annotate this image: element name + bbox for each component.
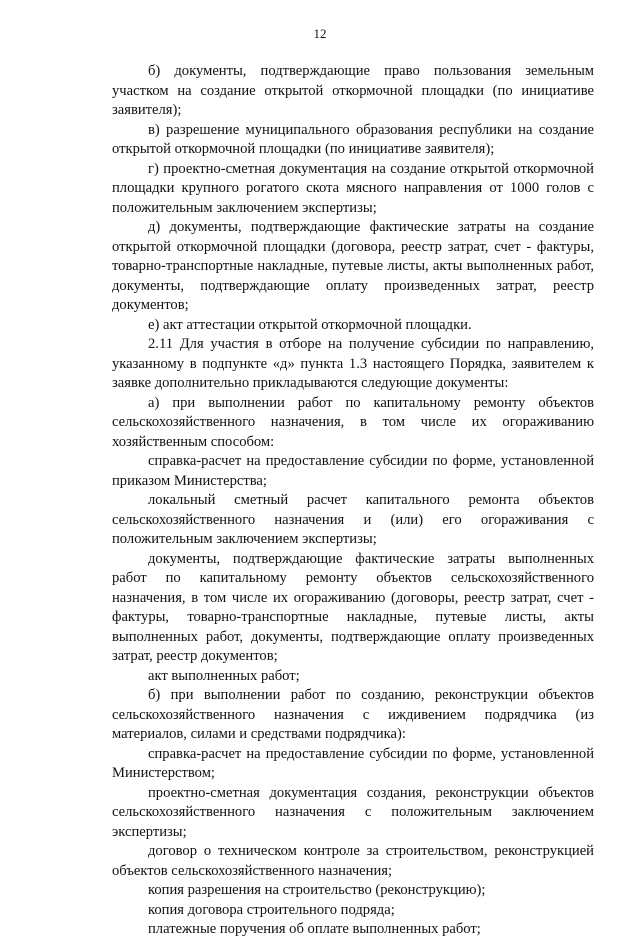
page-number: 12 xyxy=(313,26,327,41)
paragraph-construction-contract-copy: копия договора строительного подряда; xyxy=(148,901,395,918)
paragraph-item-b-land-rights: б) документы, подтверждающие право пользования земельным участком на создание открытой откормочной площадки (по инициативе заявителя); xyxy=(112,63,594,118)
paragraph-item-a-capital-repair: а) при выполнении работ по капитальному ремонту объектов сельскохозяйственного назначения, в том числе их огораживанию хозяйственным способом: xyxy=(112,394,594,450)
paragraph-technical-supervision-contract: договор о техническом контроле за строительством, реконструкцией объектов сельскохозяйственного назначения; xyxy=(112,843,594,879)
paragraph-repair-actual-costs: документы, подтверждающие фактические затраты выполненных работ по капитальному ремонту объектов сельскохозяйственного назначения, в том числе их огораживанию (договоры, реестр затрат, счет - фактуры, товарно-транспортные накладные, путевые листы, акты выполненных работ, документы, подтверждающие оплату произведенных затрат, реестр документов; xyxy=(112,550,594,664)
paragraph-calc-certificate-ministry-order: справка-расчет на предоставление субсидии по форме, установленной приказом Министерства; xyxy=(112,453,594,489)
paragraph-item-e-certification-act: е) акт аттестации открытой откормочной площадки. xyxy=(148,316,472,333)
paragraph-building-permit-copy: копия разрешения на строительство (реконструкцию); xyxy=(148,882,486,898)
paragraph-design-documentation: проектно-сметная документация создания, реконструкции объектов сельскохозяйственного назначения с положительным заключением экспертизы; xyxy=(112,784,594,840)
paragraph-item-g-design-estimate: г) проектно-сметная документация на создание открытой откормочной площадки крупного рогатого скота мясного направления от 1000 голов с положительным заключением экспертизы; xyxy=(112,160,594,216)
paragraph-item-v-municipal-permit: в) разрешение муниципального образования республики на создание открытой откормочной площадки (по инициативе заявителя); xyxy=(112,121,594,157)
paragraph-clause-2-11: 2.11 Для участия в отборе на получение субсидии по направлению, указанному в подпункте «д» пункта 1.3 настоящего Порядка, заявителем к заявке дополнительно прикладываются следующие документы: xyxy=(112,336,594,391)
document-body xyxy=(112,62,594,940)
paragraph-item-d-actual-costs: д) документы, подтверждающие фактические затраты на создание открытой откормочной площадки (договора, реестр затрат, счет - фактуры, товарно-транспортные накладные, путевые листы, акты выполненных работ, документы, подтверждающие оплату произведенных затрат, реестр документов; xyxy=(112,219,594,313)
paragraph-item-b-construction: б) при выполнении работ по созданию, реконструкции объектов сельскохозяйственного назначения с иждивением подрядчика (из материалов, силами и средствами подрядчика): xyxy=(112,687,594,742)
paragraph-payment-orders: платежные поручения об оплате выполненных работ; xyxy=(148,921,481,937)
paragraph-local-estimate: локальный сметный расчет капитального ремонта объектов сельскохозяйственного назначения и (или) его огораживания с положительным заключением экспертизы; xyxy=(112,492,594,547)
paragraph-acceptance-act: акт выполненных работ; xyxy=(148,667,300,684)
paragraph-calc-certificate-ministry: справка-расчет на предоставление субсидии по форме, установленной Министерством; xyxy=(112,745,594,781)
